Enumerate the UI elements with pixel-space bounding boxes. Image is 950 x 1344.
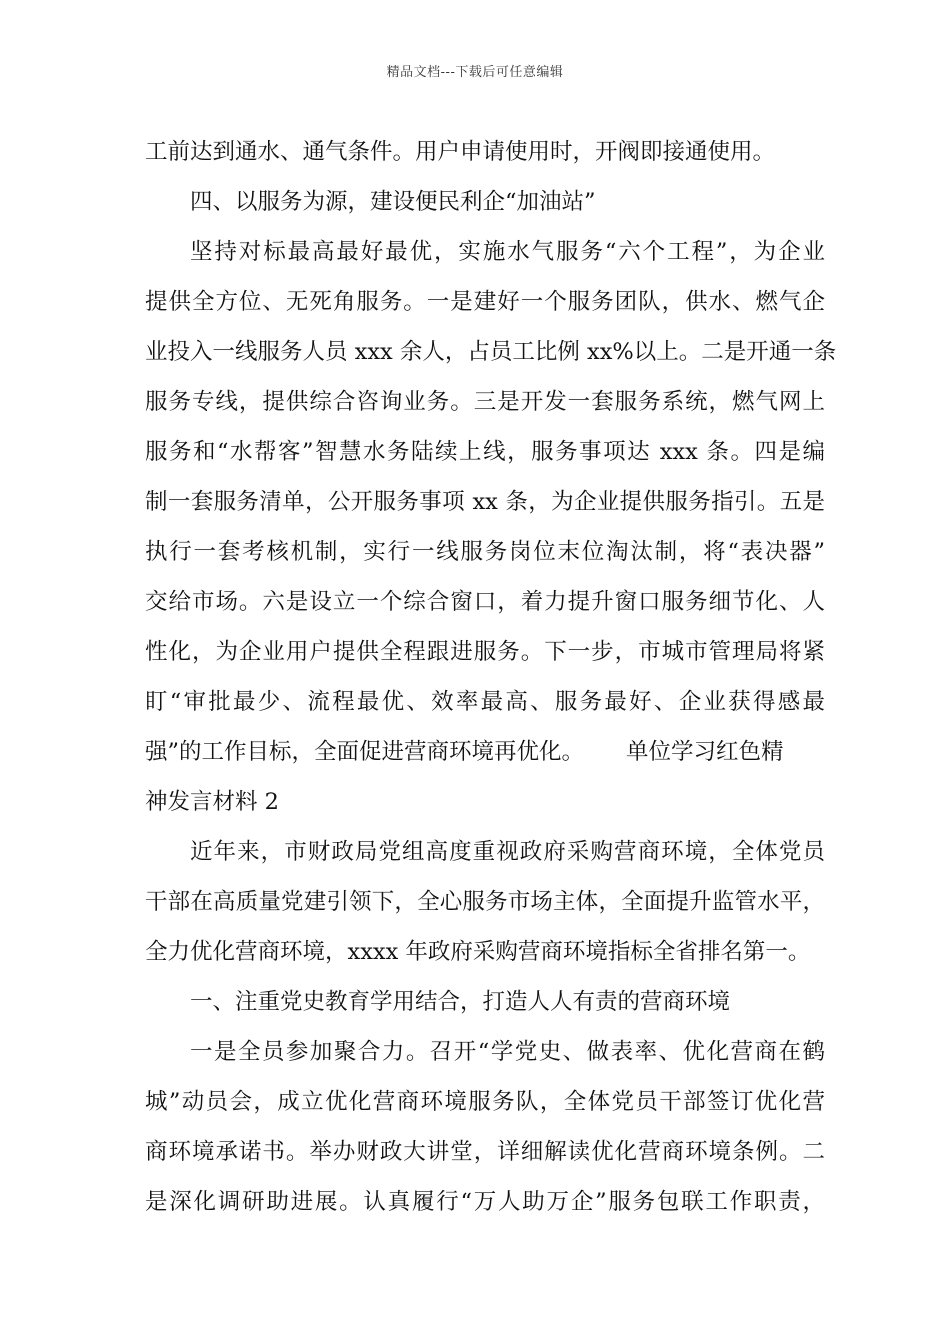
text-line: 提供全方位、无死角服务。一是建好一个服务团队，供水、燃气企 — [145, 289, 825, 315]
text-line: 干部在高质量党建引领下，全心服务市场主体，全面提升监管水平， — [145, 889, 825, 915]
text-line: 商环境承诺书。举办财政大讲堂，详细解读优化营商环境条例。二 — [145, 1139, 825, 1165]
text-line: 城”动员会，成立优化营商环境服务队，全体党员干部签订优化营 — [145, 1089, 825, 1115]
text-line: 坚持对标最高最好最优，实施水气服务“六个工程”，为企业 — [190, 239, 825, 265]
text-line: 服务专线，提供综合咨询业务。三是开发一套服务系统，燃气网上 — [145, 389, 825, 415]
text-line: 盯“审批最少、流程最优、效率最高、服务最好、企业获得感最 — [145, 689, 825, 715]
text-line: 工前达到通水、通气条件。用户申请使用时，开阀即接通使用。 — [145, 139, 776, 165]
text-line: 一是全员参加聚合力。召开“学党史、做表率、优化营商在鹤 — [190, 1039, 825, 1065]
document-title-start: 单位学习红色精 — [626, 739, 784, 765]
section-heading: 一、注重党史教育学用结合，打造人人有责的营商环境 — [190, 989, 731, 1015]
text-line: 是深化调研助进展。认真履行“万人助万企”服务包联工作职责， — [145, 1189, 825, 1215]
page-header: 精品文档---下载后可任意编辑 — [386, 65, 564, 80]
document-title-end: 神发言材料 2 — [145, 789, 279, 815]
text-line: 全力优化营商环境，xxxx 年政府采购营商环境指标全省排名第一。 — [145, 939, 811, 965]
text-line: 交给市场。六是设立一个综合窗口，着力提升窗口服务细节化、人 — [145, 589, 825, 615]
text-line — [145, 736, 825, 768]
text-line-main: 强”的工作目标，全面促进营商环境再优化。 — [145, 739, 585, 765]
text-line: 近年来，市财政局党组高度重视政府采购营商环境，全体党员 — [190, 839, 825, 865]
section-heading: 四、以服务为源，建设便民利企“加油站” — [190, 189, 596, 215]
text-line: 性化，为企业用户提供全程跟进服务。下一步，市城市管理局将紧 — [145, 639, 825, 665]
text-line: 制一套服务清单，公开服务事项 xx 条，为企业提供服务指引。五是 — [145, 489, 825, 515]
text-line: 业投入一线服务人员 xxx 余人，占员工比例 xx%以上。二是开通一条 — [145, 339, 837, 365]
text-line: 服务和“水帮客”智慧水务陆续上线，服务事项达 xxx 条。四是编 — [145, 439, 825, 465]
text-line: 执行一套考核机制，实行一线服务岗位末位淘汰制，将“表决器” — [145, 539, 825, 565]
